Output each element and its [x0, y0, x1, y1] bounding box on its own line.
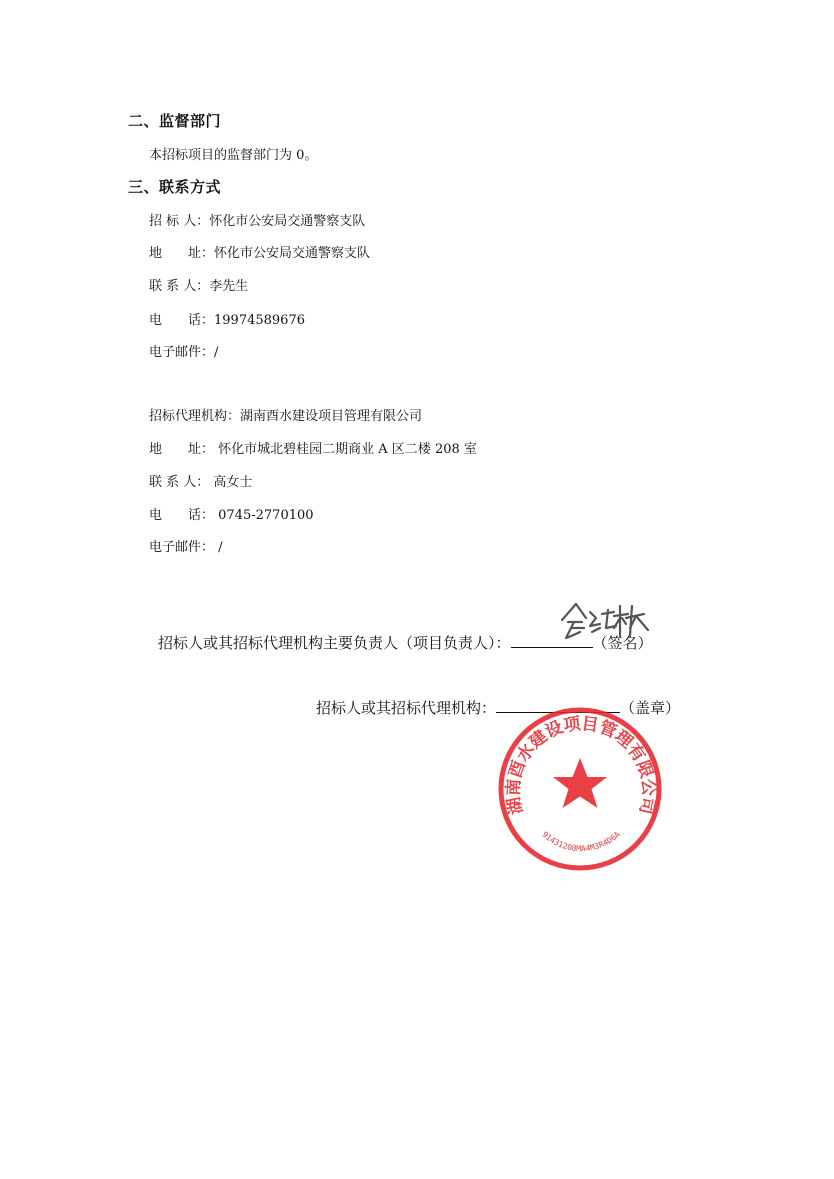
- seal-star-icon: [553, 758, 607, 808]
- seal-code-text: 91431200MA4M3R4D6A: [540, 829, 622, 854]
- tenderer-email-row: [149, 341, 218, 360]
- handwritten-signature: [556, 596, 652, 642]
- tenderer-phone-value: 19974589676: [214, 313, 305, 328]
- agency-address-row: [149, 438, 477, 457]
- agency-email-label: 电子邮件：: [149, 540, 215, 555]
- tenderer-email-label: 电子邮件：: [149, 345, 215, 360]
- leader-signature-suffix: （签名）: [592, 634, 653, 652]
- tenderer-contact-label: 联 系 人：: [149, 279, 210, 294]
- agency-name-row: [149, 405, 422, 424]
- agency-phone-value: 0745-2770100: [218, 508, 314, 523]
- tenderer-name-label: 招 标 人：: [149, 214, 210, 229]
- tenderer-address-label: 地 址：: [149, 246, 215, 261]
- company-seal: [497, 706, 663, 872]
- agency-email-value: /: [218, 540, 223, 555]
- tenderer-email-value: /: [214, 345, 219, 360]
- agency-contact-value: 高女士: [213, 475, 253, 490]
- agency-address-value: 怀化市城北碧桂园二期商业 A 区二楼 208 室: [218, 442, 477, 457]
- agency-phone-label: 电 话：: [149, 508, 215, 523]
- tenderer-address-row: [149, 242, 370, 261]
- agency-contact-row: [149, 471, 252, 490]
- agency-address-label: 地 址：: [149, 442, 215, 457]
- supervision-text: 本招标项目的监督部门为 0。: [149, 148, 318, 163]
- tenderer-name-value: 怀化市公安局交通警察支队: [209, 214, 366, 229]
- section-heading-contact: 三、联系方式: [128, 178, 222, 196]
- org-seal-label: 招标人或其招标代理机构：: [316, 699, 497, 717]
- section-heading-supervision: 二、监督部门: [128, 112, 222, 130]
- tenderer-contact-value: 李先生: [209, 279, 249, 294]
- tenderer-address-value: 怀化市公安局交通警察支队: [214, 246, 371, 261]
- agency-name-value: 湖南酉水建设项目管理有限公司: [240, 409, 423, 424]
- agency-email-row: [149, 536, 223, 555]
- agency-phone-row: [149, 504, 314, 523]
- agency-name-label: 招标代理机构：: [149, 409, 241, 424]
- tenderer-phone-label: 电 话：: [149, 313, 215, 328]
- agency-contact-label: 联 系 人：: [149, 475, 210, 490]
- tenderer-name-row: [149, 210, 365, 229]
- tenderer-phone-row: [149, 309, 305, 328]
- org-seal-suffix: （盖章）: [620, 699, 681, 717]
- seal-company-text: 湖南酉水建设项目管理有限公司: [503, 713, 659, 817]
- leader-signature-label: 招标人或其招标代理机构主要负责人（项目负责人）：: [158, 634, 511, 652]
- tenderer-contact-row: [149, 275, 248, 294]
